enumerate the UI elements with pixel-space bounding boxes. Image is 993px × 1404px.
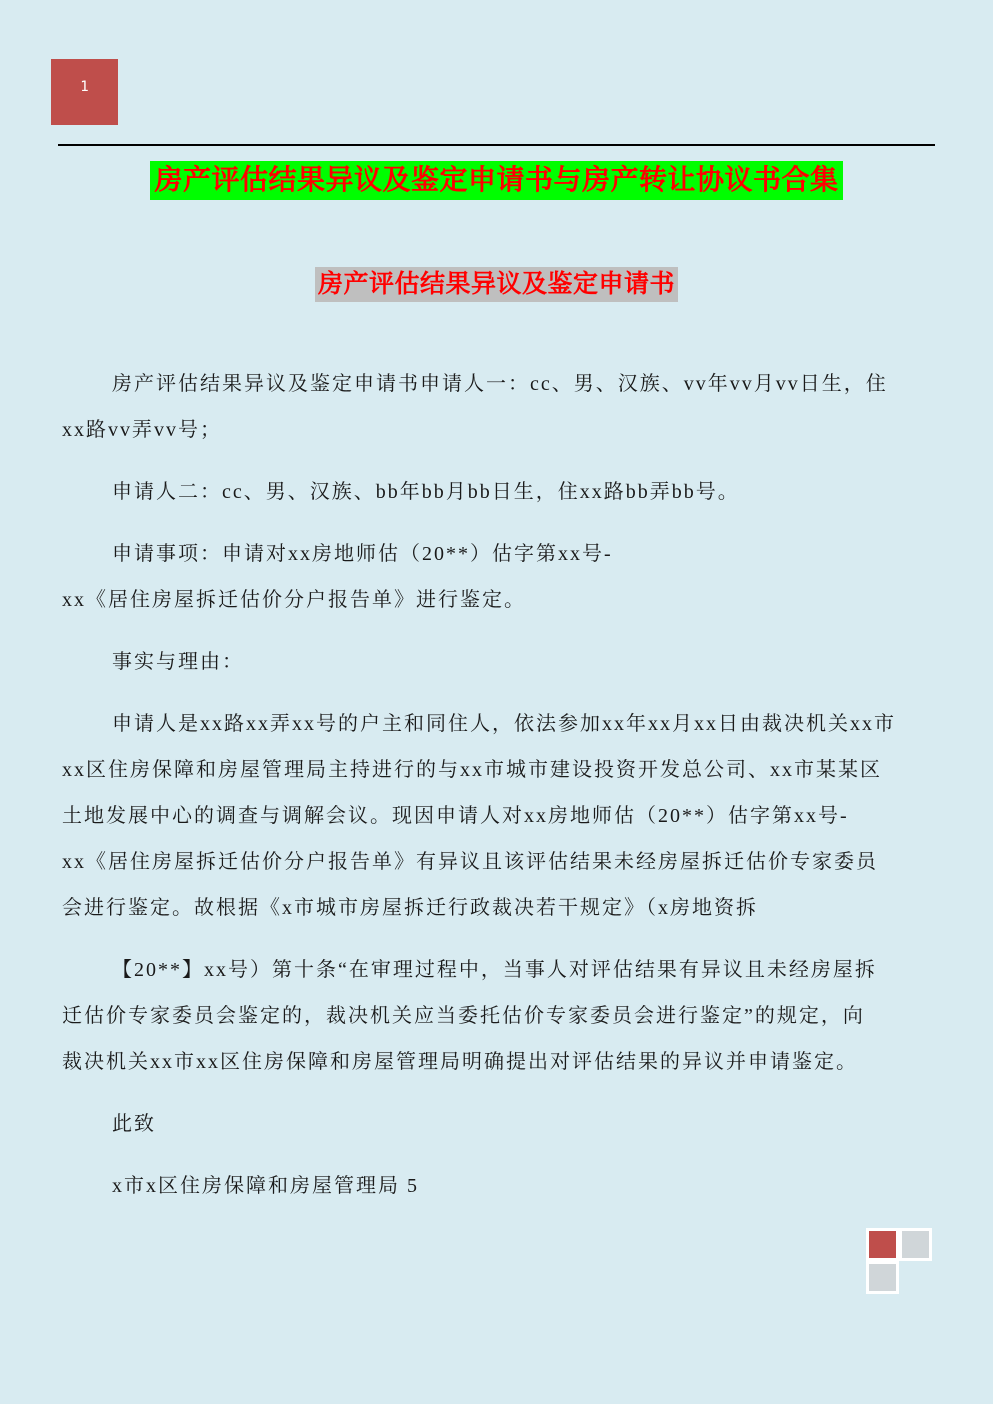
text-line: 迁估价专家委员会鉴定的，裁决机关应当委托估价专家委员会进行鉴定”的规定，向 xyxy=(62,1005,865,1027)
text-line: 申请事项：申请对xx房地师估（20**）估字第xx号- xyxy=(112,543,613,565)
text-line: 裁决机关xx市xx区住房保障和房屋管理局明确提出对评估结果的异议并申请鉴定。 xyxy=(62,1051,858,1073)
paragraph-salutation xyxy=(62,1101,935,1147)
text-line: xx路vv弄vv号； xyxy=(62,419,222,441)
text-line: xx《居住房屋拆迁估价分户报告单》进行鉴定。 xyxy=(62,589,526,611)
paragraph-facts-detail xyxy=(62,701,935,931)
text-line: xx区住房保障和房屋管理局主持进行的与xx市城市建设投资开发总公司、xx市某某区 xyxy=(62,759,882,781)
text-line: 土地发展中心的调查与调解会议。现因申请人对xx房地师估（20**）估字第xx号- xyxy=(62,805,849,827)
paragraph-facts-heading xyxy=(62,639,935,685)
text-line: 房产评估结果异议及鉴定申请书申请人一：cc、男、汉族、vv年vv月vv日生，住 xyxy=(112,373,888,395)
corner-decoration xyxy=(866,1228,932,1294)
text-line: 事实与理由： xyxy=(112,651,244,673)
document-subtitle: 房产评估结果异议及鉴定申请书 xyxy=(315,267,678,302)
text-line: 申请人二：cc、男、汉族、bb年bb月bb日生，住xx路bb弄bb号。 xyxy=(112,481,740,503)
page-number-box xyxy=(51,59,118,125)
paragraph-regulation-basis xyxy=(62,947,935,1085)
text-line: x市x区住房保障和房屋管理局 5 xyxy=(112,1175,419,1197)
subtitle-row xyxy=(0,267,993,302)
text-line: 此致 xyxy=(112,1113,156,1135)
paragraph-applicant-two xyxy=(62,469,935,515)
text-line: 会进行鉴定。故根据《x市城市房屋拆迁行政裁决若干规定》（x房地资拆 xyxy=(62,897,758,919)
decor-square-red xyxy=(866,1228,899,1261)
document-body xyxy=(62,361,935,1225)
text-line: xx《居住房屋拆迁估价分户报告单》有异议且该评估结果未经房屋拆迁估价专家委员 xyxy=(62,851,878,873)
divider-line xyxy=(58,144,935,146)
document-title: 房产评估结果异议及鉴定申请书与房产转让协议书合集 xyxy=(150,161,842,200)
paragraph-applicant-one xyxy=(62,361,935,453)
title-row xyxy=(0,161,993,200)
decor-square-gray-top xyxy=(899,1228,932,1261)
page-number: 1 xyxy=(80,79,89,95)
text-line: 【20**】xx号）第十条“在审理过程中，当事人对评估结果有异议且未经房屋拆 xyxy=(112,959,877,981)
text-line: 申请人是xx路xx弄xx号的户主和同住人，依法参加xx年xx月xx日由裁决机关xx市 xyxy=(112,713,896,735)
paragraph-addressee xyxy=(62,1163,935,1209)
paragraph-application-matter xyxy=(62,531,935,623)
decor-square-gray-bottom xyxy=(866,1261,899,1294)
